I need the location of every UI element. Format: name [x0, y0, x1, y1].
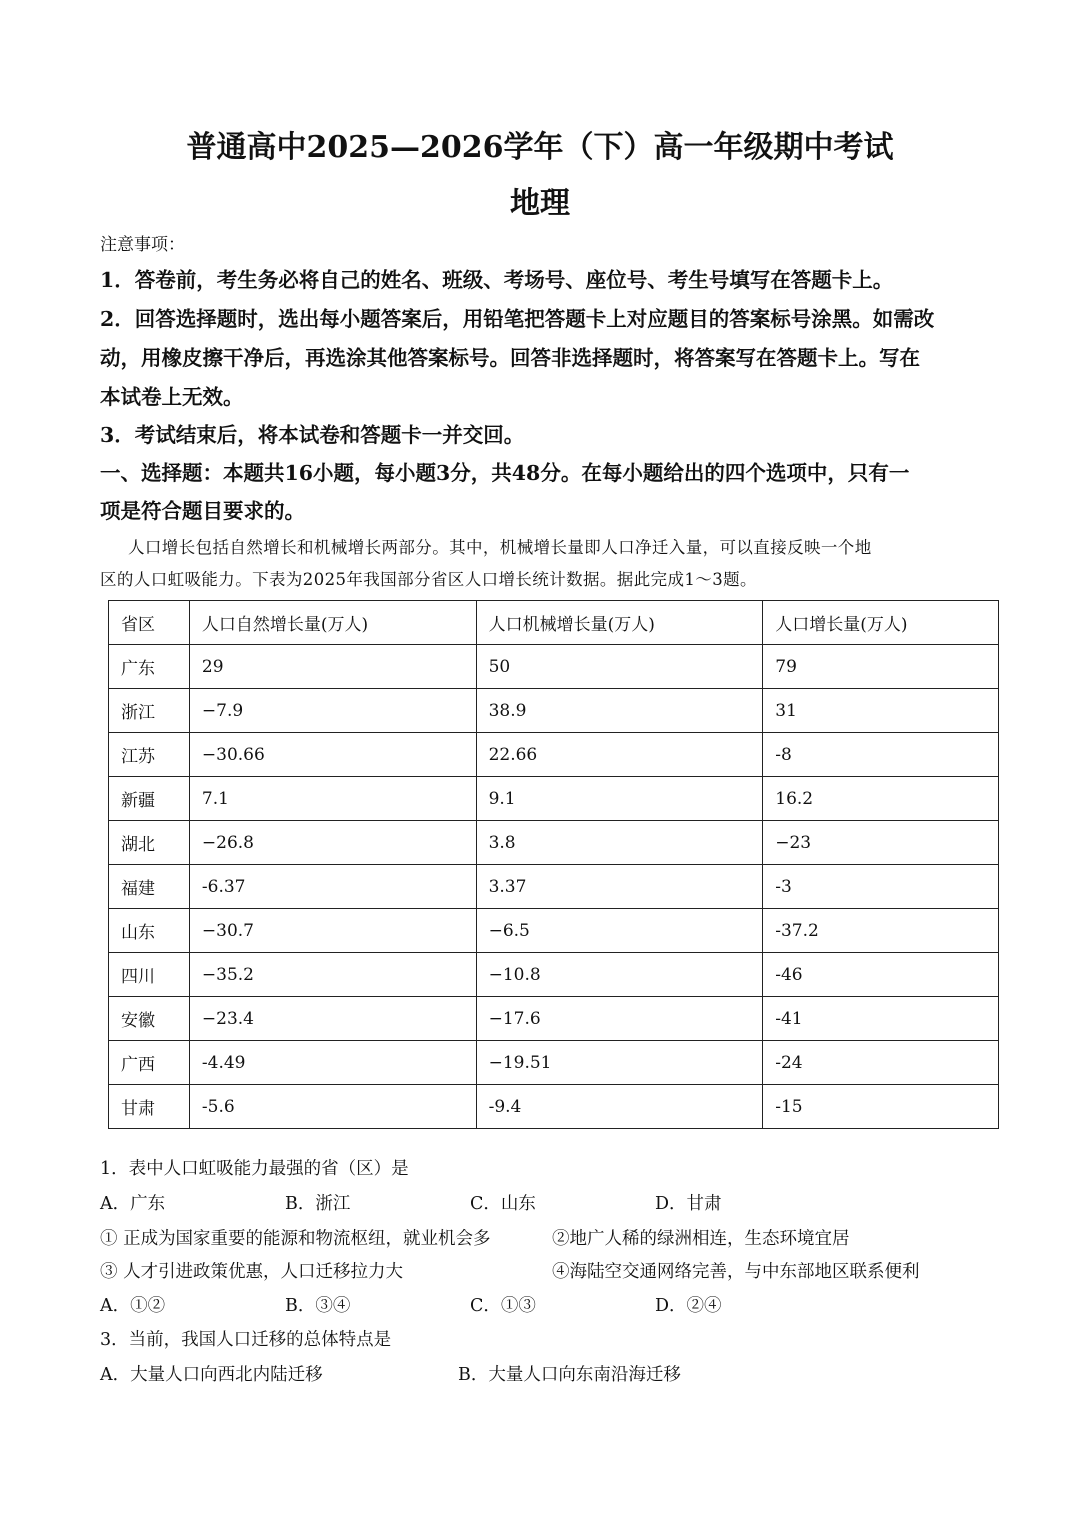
table-row — [109, 821, 999, 865]
intro-line-2: 区的人口虹吸能力。下表为2025年我国部分省区人口增长统计数据。据此完成1～3题。 — [100, 570, 757, 589]
question-1-option-b[interactable]: B．浙江 — [285, 1194, 351, 1214]
table-cell: −6.5 — [476, 909, 763, 953]
table-cell: 31 — [763, 689, 999, 733]
question-3-stem: 3．当前，我国人口迁移的总体特点是 — [100, 1330, 392, 1350]
table-cell: 38.9 — [476, 689, 763, 733]
table-cell: −30.7 — [189, 909, 476, 953]
notice-heading: 注意事项： — [100, 235, 185, 255]
table-cell: -37.2 — [763, 909, 999, 953]
table-cell: -15 — [763, 1085, 999, 1129]
table-cell: −35.2 — [189, 953, 476, 997]
table-cell: 50 — [476, 645, 763, 689]
table-cell: 安徽 — [109, 997, 190, 1041]
table-cell: 甘肃 — [109, 1085, 190, 1129]
table-header-row — [109, 601, 999, 645]
table-cell: 3.8 — [476, 821, 763, 865]
table-row — [109, 997, 999, 1041]
table-cell: −17.6 — [476, 997, 763, 1041]
table-cell: -5.6 — [189, 1085, 476, 1129]
table-row — [109, 777, 999, 821]
table-row — [109, 689, 999, 733]
table-row — [109, 645, 999, 689]
question-2-statement-3: ③ 人才引进政策优惠，人口迁移拉力大 — [100, 1262, 404, 1282]
section-1-heading-line-2: 项是符合题目要求的。 — [100, 499, 305, 523]
header-cell-mechanical: 人口机械增长量(万人) — [476, 601, 763, 645]
table-cell: −19.51 — [476, 1041, 763, 1085]
table-cell: 江苏 — [109, 733, 190, 777]
question-3-option-b[interactable]: B．大量人口向东南沿海迁移 — [458, 1365, 681, 1385]
table-row — [109, 953, 999, 997]
question-1-option-d[interactable]: D．甘肃 — [655, 1194, 722, 1214]
table-cell: −23.4 — [189, 997, 476, 1041]
table-cell: 福建 — [109, 865, 190, 909]
table-row — [109, 1041, 999, 1085]
table-cell: −10.8 — [476, 953, 763, 997]
table-cell: 16.2 — [763, 777, 999, 821]
table-cell: −26.8 — [189, 821, 476, 865]
intro-line-1: 人口增长包括自然增长和机械增长两部分。其中，机械增长量即人口净迁入量，可以直接反映一个地 — [128, 538, 872, 557]
header-cell-natural: 人口自然增长量(万人) — [189, 601, 476, 645]
population-growth-table — [108, 600, 999, 1129]
section-1-heading-line-1: 一、选择题：本题共16小题，每小题3分，共48分。在每小题给出的四个选项中，只有一 — [100, 461, 910, 485]
table-cell: 四川 — [109, 953, 190, 997]
table-cell: 7.1 — [189, 777, 476, 821]
question-2-option-b[interactable]: B．③④ — [285, 1296, 351, 1316]
notice-item-2-line-2: 动，用橡皮擦干净后，再选涂其他答案标号。回答非选择题时，将答案写在答题卡上。写在 — [100, 346, 920, 370]
table-cell: 29 — [189, 645, 476, 689]
table-row — [109, 1085, 999, 1129]
table-cell: -9.4 — [476, 1085, 763, 1129]
table-cell: −23 — [763, 821, 999, 865]
question-2-option-a[interactable]: A．①② — [100, 1296, 166, 1316]
table-cell: 广东 — [109, 645, 190, 689]
notice-item-3: 3．考试结束后，将本试卷和答题卡一并交回。 — [100, 423, 525, 447]
exam-title: 普通高中2025—2026学年（下）高一年级期中考试 — [186, 130, 894, 165]
table-cell: 79 — [763, 645, 999, 689]
table-row — [109, 865, 999, 909]
notice-item-1: 1．答卷前，考生务必将自己的姓名、班级、考场号、座位号、考生号填写在答题卡上。 — [100, 268, 894, 292]
question-1-option-c[interactable]: C．山东 — [470, 1194, 536, 1214]
table-cell: 湖北 — [109, 821, 190, 865]
question-1-option-a[interactable]: A．广东 — [100, 1194, 166, 1214]
question-2-statement-1: ① 正成为国家重要的能源和物流枢纽，就业机会多 — [100, 1229, 491, 1249]
question-3-option-a[interactable]: A．大量人口向西北内陆迁移 — [100, 1365, 323, 1385]
question-1-stem: 1．表中人口虹吸能力最强的省（区）是 — [100, 1159, 409, 1179]
question-2-option-c[interactable]: C．①③ — [470, 1296, 536, 1316]
table-cell: 3.37 — [476, 865, 763, 909]
table-row — [109, 909, 999, 953]
table-cell: 广西 — [109, 1041, 190, 1085]
table-cell: -41 — [763, 997, 999, 1041]
table-cell: -4.49 — [189, 1041, 476, 1085]
table-cell: −7.9 — [189, 689, 476, 733]
table-cell: -24 — [763, 1041, 999, 1085]
question-2-statement-4: ④海陆空交通网络完善，与中东部地区联系便利 — [552, 1262, 920, 1282]
subject-title: 地理 — [510, 186, 570, 221]
table-cell: 浙江 — [109, 689, 190, 733]
table-cell: -6.37 — [189, 865, 476, 909]
notice-item-2-line-1: 2．回答选择题时，选出每小题答案后，用铅笔把答题卡上对应题目的答案标号涂黑。如需改 — [100, 307, 935, 331]
table-cell: 22.66 — [476, 733, 763, 777]
question-2-statement-2: ②地广人稀的绿洲相连，生态环境宜居 — [552, 1229, 850, 1249]
table-cell: -8 — [763, 733, 999, 777]
notice-item-2-line-3: 本试卷上无效。 — [100, 385, 244, 409]
question-2-option-d[interactable]: D．②④ — [655, 1296, 722, 1316]
table-cell: 9.1 — [476, 777, 763, 821]
table-cell: −30.66 — [189, 733, 476, 777]
header-cell-province: 省区 — [109, 601, 190, 645]
table-cell: -3 — [763, 865, 999, 909]
header-cell-total: 人口增长量(万人) — [763, 601, 999, 645]
table-cell: -46 — [763, 953, 999, 997]
table-cell: 山东 — [109, 909, 190, 953]
table-row — [109, 733, 999, 777]
table-cell: 新疆 — [109, 777, 190, 821]
